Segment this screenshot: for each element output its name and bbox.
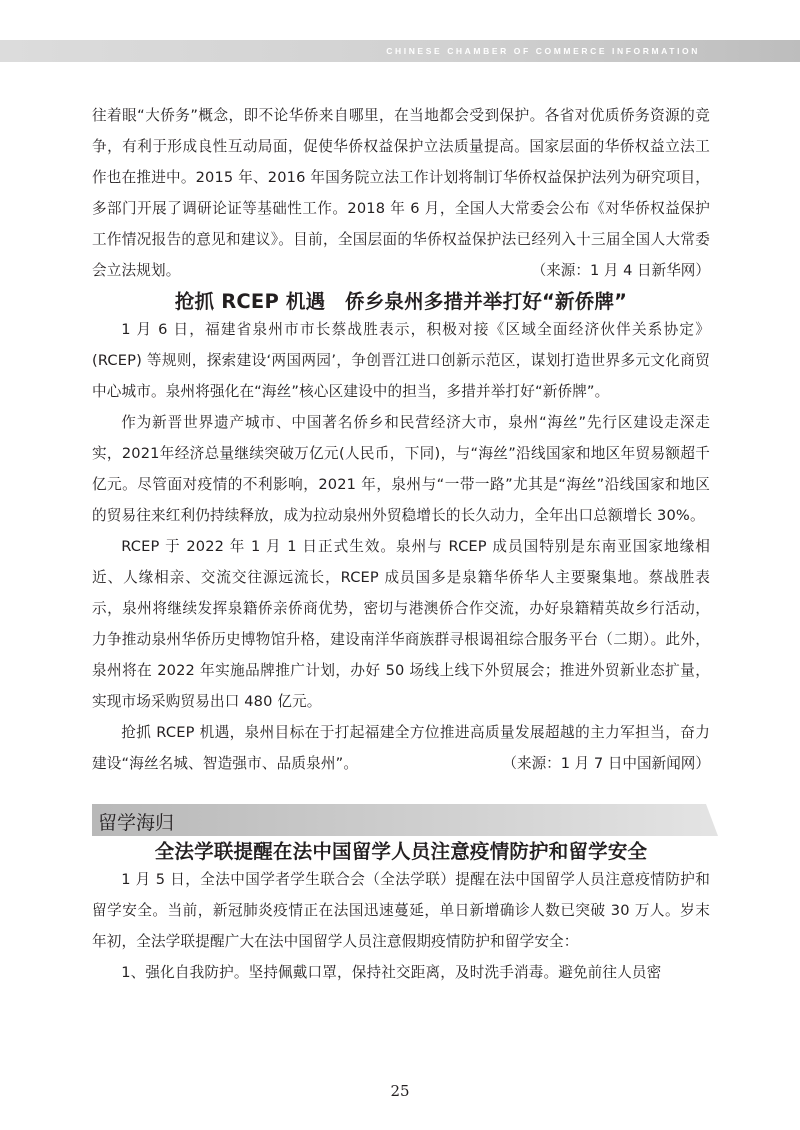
article-paragraph: 1 月 5 日，全法中国学者学生联合会（全法学联）提醒在法中国留学人员注意疫情防护和留学安全。当前，新冠肺炎疫情正在法国迅速蔓延，单日新增确诊人数已突破 30 万人。岁末年初，全法学联提醒广大在法中国留学人员注意假期疫情防护和留学安全：	[92, 871, 710, 950]
source-citation: （来源：1 月 4 日新华网）	[531, 262, 710, 279]
article-paragraph	[92, 717, 710, 779]
article-title: 全法学联提醒在法中国留学人员注意疫情防护和留学安全	[154, 840, 648, 863]
section-title: 留学海归	[98, 812, 175, 834]
source-citation: （来源：1 月 7 日中国新闻网）	[502, 755, 710, 772]
article-title: 抢抓 RCEP 机遇 侨乡泉州多措并举打好“新侨牌”	[174, 290, 628, 313]
article-paragraph-text: 抢抓 RCEP 机遇，泉州目标在于打起福建全方位推进高质量发展超越的主力军担当，奋力建设“海丝名城、智造强市、品质泉州”。	[92, 724, 710, 772]
article-paragraph: 1 月 6 日，福建省泉州市市长蔡战胜表示，积极对接《区域全面经济伙伴关系协定》(RCEP) 等规则，探索建设‘两国两园’，争创晋江进口创新示范区，谋划打造世界多元文化商贸中心城市。泉州将强化在“海丝”核心区建设中的担当，多措并举打好“新侨牌”。	[92, 321, 710, 400]
section-header	[92, 804, 706, 836]
continued-paragraph	[92, 100, 710, 286]
running-header: CHINESE CHAMBER OF COMMERCE INFORMATION	[386, 46, 700, 56]
continued-paragraph-text: 往着眼“大侨务”概念，即不论华侨来自哪里，在当地都会受到保护。各省对优质侨务资源的竞争，有利于形成良性互动局面，促使华侨权益保护立法质量提高。国家层面的华侨权益立法工作也在推进中。2015 年、2016 年国务院立法工作计划将制订华侨权益保护法列为研究项目，多部门开展了调研论证等基础性工作。2018 年 6 月，全国人大常委会公布《对华侨权益保护工作情况报告的意见和建议》。目前，全国层面的华侨权益保护法已经列入十三届全国人大常委会立法规划。	[92, 107, 710, 279]
article-paragraph: 1、强化自我防护。坚持佩戴口罩，保持社交距离，及时洗手消毒。避免前往人员密	[121, 964, 662, 981]
page-content	[92, 100, 710, 988]
article-paragraph: 作为新晋世界遗产城市、中国著名侨乡和民营经济大市，泉州“海丝”先行区建设走深走实，2021年经济总量继续突破万亿元(人民币，下同)，与“海丝”沿线国家和地区年贸易额超千亿元。尽管面对疫情的不利影响，2021 年，泉州与“一带一路”尤其是“海丝”沿线国家和地区的贸易往来红利仍持续释放，成为拉动泉州外贸稳增长的长久动力，全年出口总额增长 30%。	[92, 414, 710, 524]
article-paragraph: RCEP 于 2022 年 1 月 1 日正式生效。泉州与 RCEP 成员国特别是东南亚国家地缘相近、人缘相亲、交流交往源远流长，RCEP 成员国多是泉籍华侨华人主要聚集地。蔡战胜表示，泉州将继续发挥泉籍侨亲侨商优势，密切与港澳侨合作交流，办好泉籍精英故乡行活动，力争推动泉州华侨历史博物馆升格，建设南洋华商族群寻根谒祖综合服务平台（二期）。此外，泉州将在 2022 年实施品牌推广计划，办好 50 场线上线下外贸展会；推进外贸新业态扩量，实现市场采购贸易出口 480 亿元。	[92, 538, 710, 710]
page-number: 25	[390, 1082, 410, 1100]
